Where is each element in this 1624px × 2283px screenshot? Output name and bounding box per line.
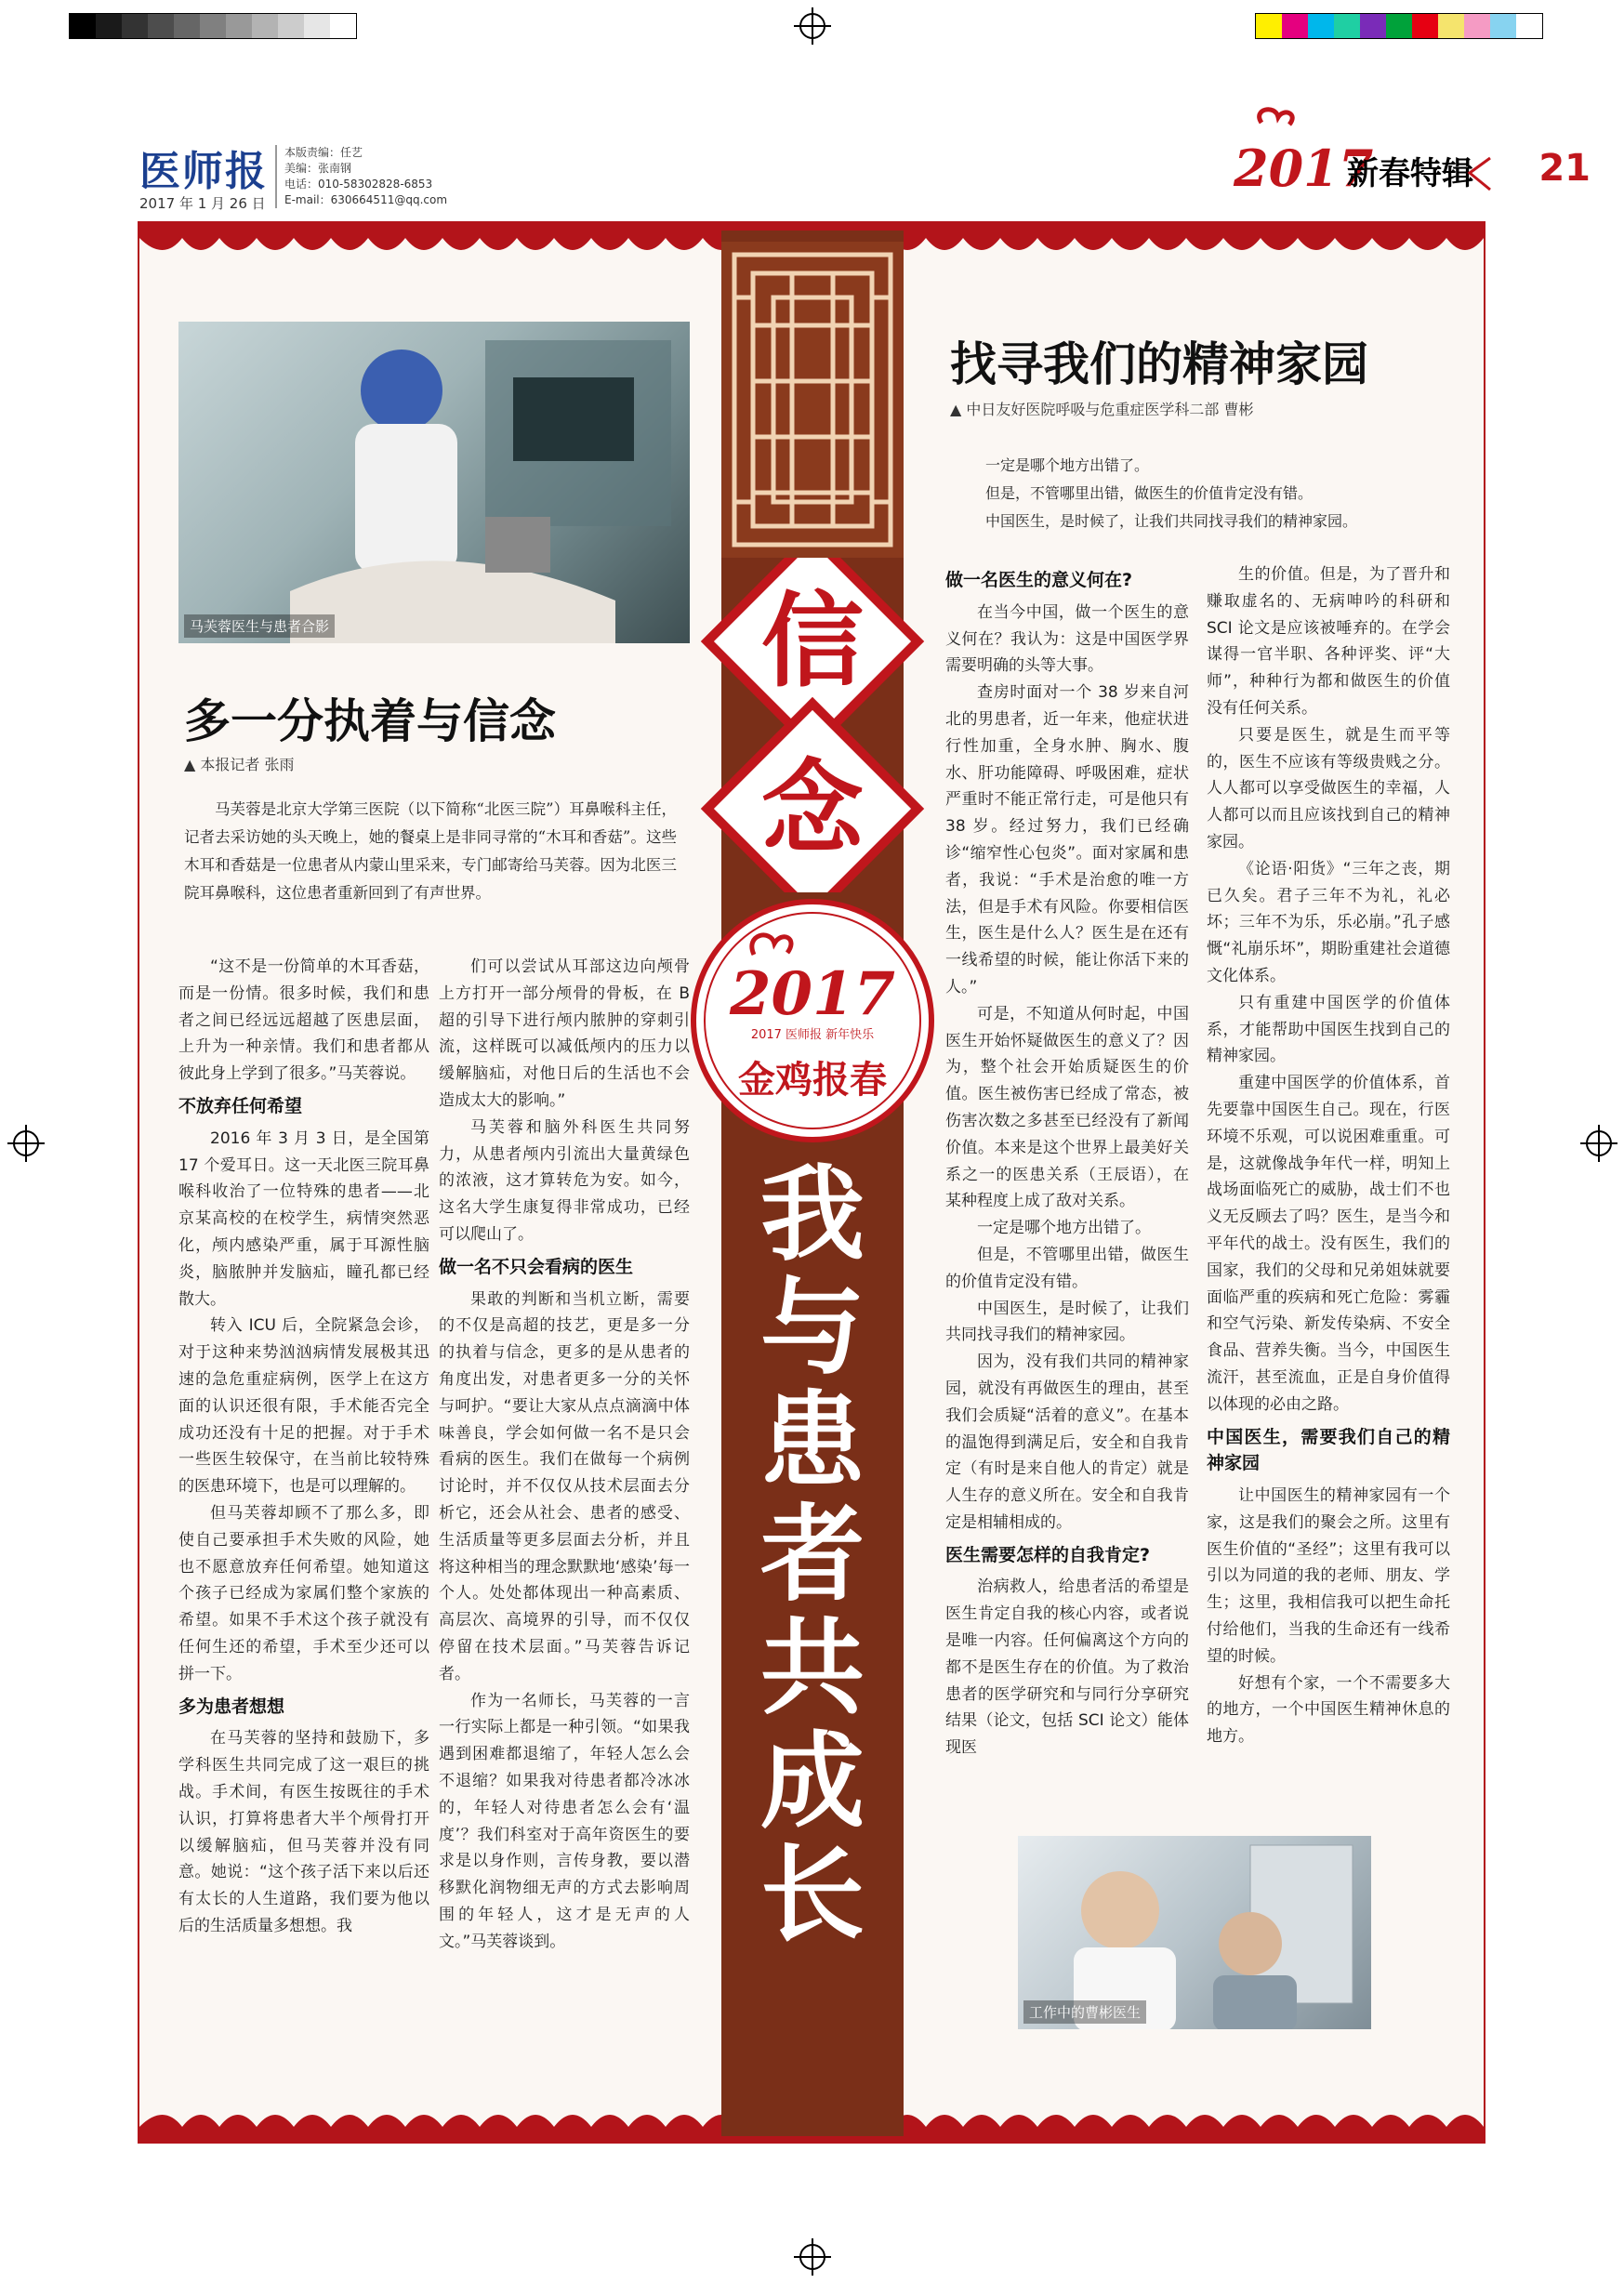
right-article-intro <box>985 452 1469 535</box>
vertical-feature-title <box>740 1154 885 1956</box>
email-line: E-mail：630664511@qq.com <box>284 193 448 206</box>
registration-crosshair-bottom-icon <box>799 2244 825 2270</box>
special-edition-logo <box>1224 104 1503 206</box>
badge-year: 2017 <box>729 959 896 1029</box>
intro-line: 但是，不管哪里出错，做医生的价值肯定没有错。 <box>985 484 1314 502</box>
body-paragraph: 治病救人，给患者活的希望是医生肯定自我的核心内容，或者说是唯一内容。任何偏离这个方向的都不是医生存在的价值。为了救治患者的医学研究和与同行分享研究结果（论文，包括 SCI 论文）能体现医 <box>945 1577 1189 1758</box>
phone-line: 电话：010-58302828-6853 <box>284 178 433 191</box>
body-paragraph: 让中国医生的精神家园有一个家，这是我们的聚会之所。这里有医生价值的“圣经”；这里有我可以引以为同道的我的老师、朋友、学生；这里，我相信我可以把生命托付给他们，当我的生命还有一线希望的时候。 <box>1207 1486 1450 1666</box>
vertical-title-char: 共 <box>760 1607 865 1729</box>
photo-illustration <box>178 322 690 643</box>
body-paragraph: 好想有个家，一个不需要多大的地方，一个中国医生精神休息的地方。 <box>1207 1673 1450 1747</box>
section-heading: 医生需要怎样的自我肯定? <box>945 1544 1151 1565</box>
right-article-title: 找寻我们的精神家园 <box>950 337 1368 391</box>
left-article-byline: ▲ 本报记者 张雨 <box>184 756 295 773</box>
intro-line: 一定是哪个地方出错了。 <box>985 456 1150 474</box>
body-paragraph: 《论语·阳货》“三年之丧，期已久矣。君子三年不为礼，礼必坏；三年不为乐，乐必崩。”孔子感慨“礼崩乐坏”，期盼重建社会道德文化体系。 <box>1207 859 1450 985</box>
doctor-at-work-photo <box>1018 1836 1371 2029</box>
body-paragraph: 生的价值。但是，为了晋升和赚取虚名的、无病呻吟的科研和 SCI 论文是应该被唾弃的。在学会谋得一官半职、各种评奖、评“大师”，种种行为都和做医生的价值没有任何关系。 <box>1207 565 1450 718</box>
editor-info <box>275 145 447 208</box>
vertical-title-char: 与 <box>760 1267 865 1389</box>
body-paragraph: 中国医生，是时候了，让我们共同找寻我们的精神家园。 <box>945 1299 1189 1345</box>
right-article-byline: ▲ 中日友好医院呼吸与危重症医学科二部 曹彬 <box>950 401 1254 418</box>
grayscale-registration-bar <box>69 13 357 39</box>
vertical-title-char: 者 <box>760 1494 865 1616</box>
vertical-title-char: 患 <box>760 1380 865 1502</box>
vertical-title-char: 我 <box>760 1154 865 1275</box>
badge-slogan: 金鸡报春 <box>738 1058 887 1102</box>
body-paragraph: 作为一名师长，马芙蓉的一言一行实际上都是一种引领。“如果我遇到困难都退缩了，年轻人怎么会不退缩？如果我对待患者都冷冰冰的，年轻人对待患者怎么会有‘温度’？我们科室对于高年资医生的要求是以身作则，言传身教，要以潜移默化润物细无声的方式去影响周围的年轻人，这才是无声的人文。”马芙蓉谈到。 <box>439 1691 690 1951</box>
rooster-2017-icon <box>1224 104 1503 206</box>
vertical-title-char: 长 <box>760 1834 865 1956</box>
body-paragraph: 因为，没有我们共同的精神家园，就没有再做医生的理由，甚至我们会质疑“活着的意义”。在基本的温饱得到满足后，安全和自我肯定（有时是来自他人的肯定）就是人生存的意义所在。安全和自我肯定是相辅相成的。 <box>945 1353 1189 1532</box>
right-article-column-3 <box>945 561 1189 1762</box>
seal-char-1: 信 <box>761 581 864 701</box>
body-paragraph: 但马芙蓉却顾不了那么多，即使自己要承担手术失败的风险，她也不愿意放弃任何希望。她知道这个孩子已经成为家属们整个家族的希望。如果不手术这个孩子就没有任何生还的希望，手术至少还可以拼一下。 <box>178 1503 429 1683</box>
left-article-column-2 <box>439 954 690 1955</box>
vertical-title-text <box>740 1154 885 1956</box>
chinese-lattice-ornament <box>721 242 904 558</box>
right-article-column-4 <box>1207 561 1450 1750</box>
editor-line: 本版责编：任艺 <box>284 146 363 159</box>
registration-crosshair-left-icon <box>13 1130 39 1156</box>
section-heading: 多为患者想想 <box>178 1696 285 1717</box>
svg-text:新春特辑: 新春特辑 <box>1347 155 1473 192</box>
body-paragraph: 果敢的判断和当机立断，需要的不仅是高超的技艺，更是多一分的执着与信念，更多的是从患者的角度出发，对患者更多一分的关怀与呵护。“要让大家从点点滴滴中体味善良，学会如何做一名不是只会看病的医生。我们在做每一个病例讨论时，并不仅仅从技术层面去分析它，还会从社会、患者的感受、生活质量等更多层面去分析，并且将这种相当的理念默默地‘感染’每一个人。处处都体现出一种高素质、高层次、高境界的引导，而不仅仅停留在技术层面。”马芙蓉告诉记者。 <box>439 1289 690 1683</box>
photo-caption: 工作中的曹彬医生 <box>1023 2000 1146 2024</box>
faith-seal-diamonds <box>683 558 942 892</box>
vertical-title-char: 成 <box>760 1721 865 1842</box>
designer-line: 美编：张南钢 <box>284 162 352 175</box>
seal-char-2: 念 <box>761 748 864 868</box>
registration-crosshair-top-icon <box>799 13 825 39</box>
body-paragraph: 马芙蓉和脑外科医生共同努力，从患者颅内引流出大量黄绿色的浓液，这才算转危为安。如今，这名大学生康复得非常成功，已经可以爬山了。 <box>439 1117 690 1244</box>
body-paragraph: 在马芙蓉的坚持和鼓励下，多学科医生共同完成了这一艰巨的挑战。手术间，有医生按既往的手术认识，打算将患者大半个颅骨打开以缓解脑疝，但马芙蓉并没有同意。她说：“这个孩子活下来以后还有太长的人生道路，我们要为他以后的生活质量多想想。我 <box>178 1729 429 1935</box>
body-paragraph: 们可以尝试从耳部这边向颅骨上方打开一部分颅骨的骨板，在 B 超的引导下进行颅内脓肿的穿刺引流，这样既可以减低颅内的压力以缓解脑疝，对他日后的生活也不会造成太大的影响。” <box>439 957 690 1110</box>
registration-crosshair-right-icon <box>1586 1130 1612 1156</box>
golden-rooster-badge <box>689 897 936 1144</box>
left-article-lead: 马芙蓉是北京大学第三医院（以下简称“北医三院”）耳鼻喉科主任，记者去采访她的头天晚上，她的餐桌上是非同寻常的“木耳和香菇”。这些木耳和香菇是一位患者从内蒙山里采来，专门邮寄给马芙蓉。因为北医三院耳鼻喉科，这位患者重新回到了有声世界。 <box>184 800 677 902</box>
section-heading: 做一名不只会看病的医生 <box>439 1256 634 1277</box>
body-paragraph: 一定是哪个地方出错了。 <box>977 1219 1151 1238</box>
page-number: 21 <box>1538 147 1591 190</box>
section-heading: 不放弃任何希望 <box>178 1095 303 1116</box>
intro-line: 中国医生，是时候了，让我们共同找寻我们的精神家园。 <box>985 512 1358 530</box>
body-paragraph: 查房时面对一个 38 岁来自河北的男患者，近一年来，他症状进行性加重，全身水肿、胸水、腹水、肝功能障碍、呼吸困难，症状严重时不能正常行走，可是他只有 38 岁。经过努力，我们已经确诊“缩窄性心包炎”。面对家属和患者，我说：“手术是治愈的唯一方法，但是手术有风险。你要相信医生，医生是什么人？医生是在还有一线希望的时候，能让你活下来的人。” <box>945 683 1189 996</box>
body-paragraph: 只要是医生，就是生而平等的，医生不应该有等级贵贱之分。人人都可以享受做医生的幸福，人人都可以而且应该找到自己的精神家园。 <box>1207 725 1450 851</box>
svg-text:2017: 2017 <box>1234 139 1374 198</box>
left-article-title: 多一分执着与信念 <box>184 694 556 748</box>
body-paragraph: 转入 ICU 后，全院紧急会诊，对于这种来势汹汹病情发展极其迅速的急危重症病例，医学上在这方面的认识还很有限，手术能否完全成功还没有十足的把握。对于手术一些医生较保守，在当前比较特殊的医患环境下，也是可以理解的。 <box>178 1316 429 1497</box>
body-paragraph: 在当今中国，做一个医生的意义何在？我认为：这是中国医学界需要明确的头等大事。 <box>945 602 1189 676</box>
publication-date: 2017 年 1 月 26 日 <box>139 195 266 212</box>
photo-caption: 马芙蓉医生与患者合影 <box>184 614 335 638</box>
body-paragraph: “这不是一份简单的木耳香菇，而是一份情。很多时候，我们和患者之间已经远远超越了医患层面，上升为一种亲情。我们和患者都从彼此身上学到了很多。”马芙蓉说。 <box>178 957 429 1084</box>
section-heading: 做一名医生的意义何在? <box>945 570 1133 590</box>
doctor-with-patient-photo <box>178 322 690 643</box>
body-paragraph: 可是，不知道从何时起，中国医生开始怀疑做医生的意义了？因为，整个社会开始质疑医生的价值。医生被伤害已经成了常态，被伤害次数之多甚至已经没有了新闻价值。本来是这个世界上最美好关系之一的医患关系（王辰语），在某种程度上成了敌对关系。 <box>945 1004 1189 1211</box>
left-article-column-1 <box>178 954 429 1940</box>
color-registration-bar <box>1255 13 1543 39</box>
body-paragraph: 2016 年 3 月 3 日，是全国第 17 个爱耳日。这一天北医三院耳鼻喉科收治了一位特殊的患者——北京某高校的在校学生，病情突然恶化，颅内感染严重，属于耳源性脑炎，脑脓肿并发脑疝，瞳孔都已经散大。 <box>178 1128 429 1309</box>
masthead-logo: 医师报 <box>139 148 268 195</box>
body-paragraph: 重建中国医学的价值体系，首先要靠中国医生自己。现在，行医环境不乐观，可以说困难重重。可是，这就像战争年代一样，明知上战场面临死亡的威胁，战士们不也义无反顾去了吗？医生，是当今和平年代的战士。没有医生，我们的国家，我们的父母和兄弟姐妹就要面临严重的疾病和死亡危险：雾霾和空气污染、新发传染病、不安全食品、营养失衡。当今，中国医生流汗，甚至流血，正是自身价值得以体现的必由之路。 <box>1207 1074 1450 1414</box>
body-paragraph: 但是，不管哪里出错，做医生的价值肯定没有错。 <box>945 1245 1189 1291</box>
badge-small-text: 2017 医师报 新年快乐 <box>750 1028 875 1042</box>
section-heading: 中国医生，需要我们自己的精神家园 <box>1207 1426 1450 1474</box>
body-paragraph: 只有重建中国医学的价值体系，才能帮助中国医生找到自己的精神家园。 <box>1207 993 1450 1066</box>
